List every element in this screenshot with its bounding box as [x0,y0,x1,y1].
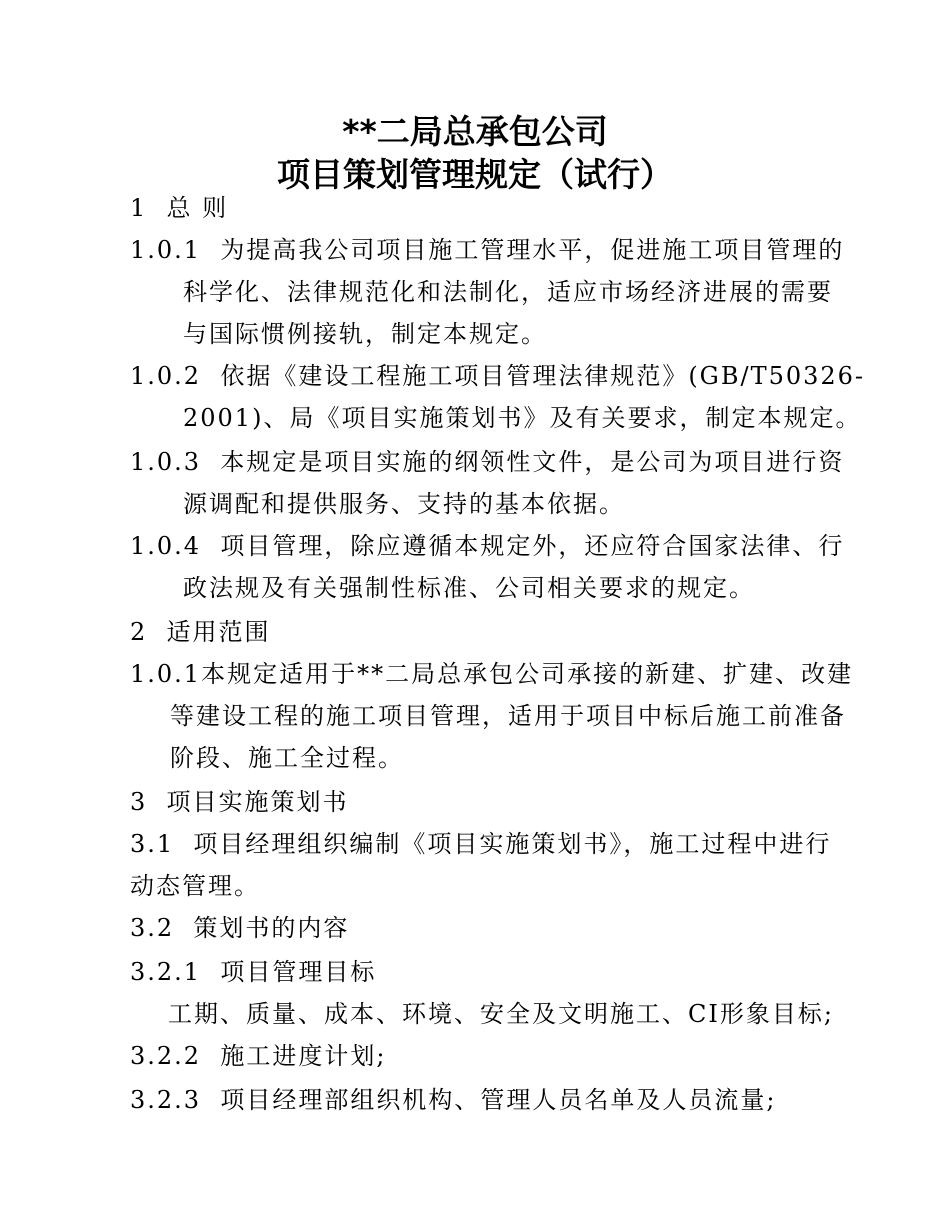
paragraph-line: 政法规及有关强制性标准、公司相关要求的规定。 [183,574,755,602]
subsection-heading: 3.2.3 项目经理部组织机构、管理人员名单及人员流量; [130,1086,777,1114]
paragraph-line: 2001)、局《项目实施策划书》及有关要求，制定本规定。 [183,404,862,432]
paragraph-line: 1.0.1本规定适用于**二局总承包公司承接的新建、扩建、改建 [130,660,854,688]
document-title-line2: 项目策划管理规定（试行） [277,155,673,194]
paragraph-line: 源调配和提供服务、支持的基本依据。 [183,490,625,518]
paragraph-line: 科学化、法律规范化和法制化，适应市场经济进展的需要 [183,278,833,306]
paragraph-line: 1.0.1 为提高我公司项目施工管理水平，促进施工项目管理的 [130,236,845,264]
section-heading-2: 2 适用范围 [130,618,271,646]
document-title-line1: **二局总承包公司 [342,112,608,151]
section-heading-3: 3 项目实施策划书 [130,788,349,816]
paragraph-line: 与国际惯例接轨，制定本规定。 [183,320,547,348]
section-heading-1: 1 总 则 [130,194,229,222]
paragraph-line: 等建设工程的施工项目管理，适用于项目中标后施工前准备 [170,702,846,730]
paragraph-line: 1.0.4 项目管理，除应遵循本规定外，还应符合国家法律、行 [130,532,845,560]
subsection-heading: 3.2 策划书的内容 [130,914,350,942]
subsection-heading: 3.2.1 项目管理目标 [130,958,377,986]
paragraph-line: 阶段、施工全过程。 [170,744,404,772]
paragraph-line: 3.1 项目经理组织编制《项目实施策划书》，施工过程中进行 [130,830,832,858]
paragraph-line: 动态管理。 [130,872,260,900]
subsection-heading: 3.2.2 施工进度计划; [130,1042,387,1070]
paragraph-line: 工期、质量、成本、环境、安全及文明施工、CI形象目标; [168,1000,834,1028]
paragraph-line: 1.0.2 依据《建设工程施工项目管理法律规范》(GB/T50326- [130,362,866,390]
paragraph-line: 1.0.3 本规定是项目实施的纲领性文件，是公司为项目进行资 [130,448,845,476]
